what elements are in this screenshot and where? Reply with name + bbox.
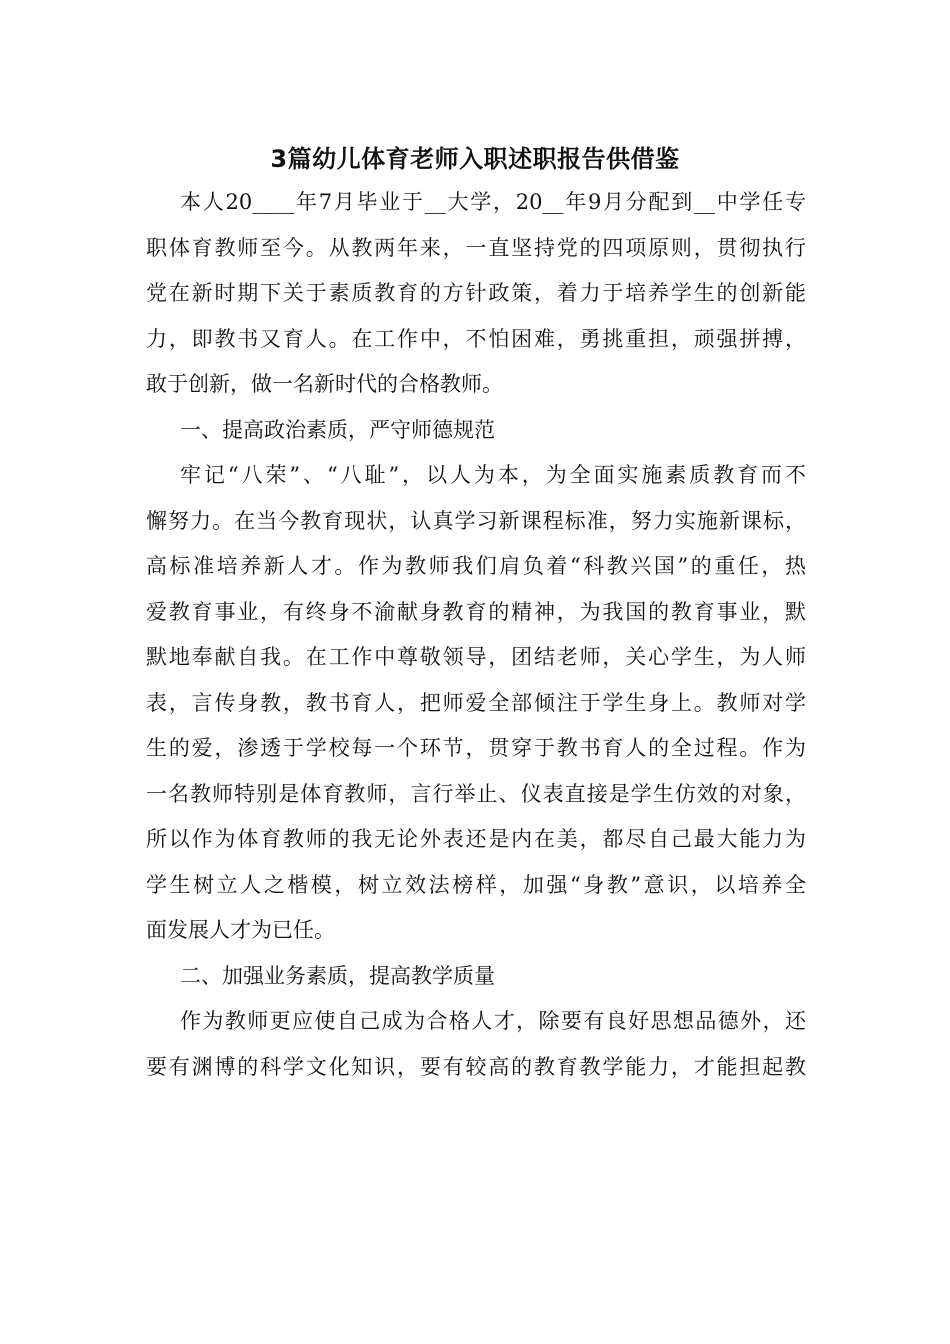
body-text-line: 默地奉献自我。在工作中尊敬领导，团结老师，关心学生，为人师: [146, 645, 806, 669]
body-text-line: 高标准培养新人才。作为教师我们肩负着“科教兴国”的重任，热: [146, 554, 806, 578]
body-text-line: 敢于创新，做一名新时代的合格教师。: [146, 372, 503, 396]
body-text-line: 面发展人才为已任。: [146, 918, 335, 942]
body-text-line: 表，言传身教，教书育人，把师爱全部倾注于学生身上。教师对学: [146, 690, 806, 715]
body-text-line: 生的爱，渗透于学校每一个环节，贯穿于教书育人的全过程。作为: [146, 736, 806, 760]
body-text-line: 党在新时期下关于素质教育的方针政策，着力于培养学生的创新能: [146, 281, 806, 305]
document-title: 3篇幼儿体育老师入职述职报告供借鉴: [270, 145, 680, 173]
document-body: [146, 180, 806, 1090]
body-text-line: 职体育教师至今。从教两年来，一直坚持党的四项原则，贯彻执行: [146, 235, 806, 260]
section-heading: 二、加强业务素质，提高教学质量: [180, 963, 495, 988]
body-text-line: 牢记“八荣”、“八耻”，以人为本，为全面实施素质教育而不: [180, 463, 806, 487]
body-text-line: 所以作为体育教师的我无论外表还是内在美，都尽自己最大能力为: [146, 827, 806, 851]
body-text-line: 学生树立人之楷模，树立效法榜样，加强“身教”意识，以培养全: [146, 872, 806, 897]
body-text-line: 本人20____年7月毕业于__大学，20__年9月分配到__中学任专: [180, 190, 806, 214]
body-text-line: 一名教师特别是体育教师，言行举止、仪表直接是学生仿效的对象，: [146, 781, 806, 806]
body-text-line: 要有渊博的科学文化知识，要有较高的教育教学能力，才能担起教: [146, 1054, 806, 1079]
body-text-line: 作为教师更应使自己成为合格人才，除要有良好思想品德外，还: [180, 1009, 806, 1033]
body-text-line: 力，即教书又育人。在工作中，不怕困难，勇挑重担，顽强拼搏，: [146, 326, 806, 351]
body-text-line: 懈努力。在当今教育现状，认真学习新课程标准，努力实施新课标，: [146, 508, 806, 533]
section-heading: 一、提高政治素质，严守师德规范: [180, 417, 495, 442]
body-text-line: 爱教育事业，有终身不渝献身教育的精神，为我国的教育事业，默: [146, 599, 806, 624]
